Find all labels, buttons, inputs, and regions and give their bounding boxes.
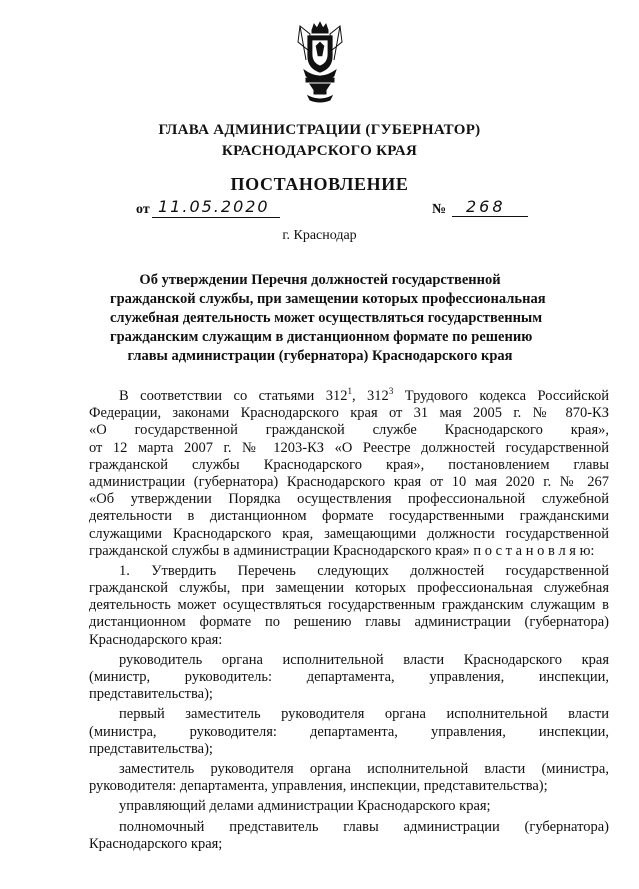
list-item-affairs-manager [89,798,609,815]
coat-of-arms-emblem [296,20,344,104]
number-label: № [432,202,447,217]
body-line: полномочный представитель главы администрации (губернатора) [119,818,609,835]
body-line: Федерации, законами Краснодарского края от 31 мая 2005 г. № 870-КЗ [89,405,609,422]
document-date: 11.05.2020 [152,197,280,218]
body-line: гражданской службы, при замещении которых профессиональная служебная [89,580,609,597]
body-line: гражданской службы в администрации Краснодарского края» п о с т а н о в л я ю: [89,542,595,559]
body-line: деятельности в дистанционном формате государственными гражданскими [89,508,609,525]
body-line: (министра, руководителя: департамента, управления, инспекции, [89,723,609,740]
body-line: администрации (губернатора) Краснодарского края от 10 мая 2020 г. № 267 [89,473,609,490]
body-line: «О государственной гражданской службе Краснодарского края», [89,422,609,439]
list-item-head [89,652,609,704]
authority-title-line2: КРАСНОДАРСКОГО КРАЯ [221,143,418,159]
document-title [110,271,546,366]
document-type: ПОСТАНОВЛЕНИЕ [230,174,409,194]
authority-title-line1: ГЛАВА АДМИНИСТРАЦИИ (ГУБЕРНАТОР) [158,122,481,138]
body-line: заместитель руководителя органа исполнительной власти (министра, [119,760,609,777]
title-line: гражданской службы, при замещении которых профессиональная [110,291,546,307]
body-line: от 12 марта 2007 г. № 1203-КЗ «О Реестре должностей государственной [89,439,609,456]
body-line: «Об утверждении Порядка осуществления профессиональной служебной [89,491,609,508]
paragraph-item-1 [89,563,609,649]
body-line: управляющий делами администрации Краснодарского края; [119,798,491,815]
body-line: руководитель органа исполнительной власти Краснодарского края [119,651,609,668]
body-line: первый заместитель руководителя органа исполнительной власти [119,706,609,723]
body-line: представительства); [89,740,213,757]
paragraph-preamble [89,388,609,560]
body-line: Краснодарского края; [89,835,223,852]
title-line: служебная деятельность может осуществляться государственным [110,310,543,326]
list-item-deputy [89,761,609,795]
list-item-plenipotentiary [89,819,609,853]
body-line: руководителя: департамента, управления, инспекции, представительства); [89,778,548,795]
body-line: представительства); [89,686,213,703]
title-line: Об утверждении Перечня должностей государственной [139,272,501,288]
body-line: Краснодарского края: [89,631,223,648]
body-line: В соответствии со статьями $312^1$, $312^3$ Трудового кодекса Российской [119,386,610,404]
title-line: гражданским служащим в дистанционном формате по решению [110,329,533,345]
city-name: г. Краснодар [282,228,357,243]
body-line: деятельность может осуществляться государственным гражданским служащим в [89,597,609,614]
body-line: служащими Краснодарского края, замещающими должности государственной [89,525,609,542]
document-number: 268 [452,197,528,217]
title-line: главы администрации (губернатора) Краснодарского края [127,348,513,364]
body-line: дистанционном формате по решению главы администрации (губернатора) [89,614,609,631]
body-line: 1. Утвердить Перечень следующих должностей государственной [119,562,609,579]
date-label: от [136,202,150,217]
body-line: (министр, руководитель: департамента, управления, инспекции, [89,669,609,685]
body-line: гражданской службы Краснодарского края», постановлением главы [89,456,609,473]
list-item-first-deputy [89,706,609,758]
document-body [89,388,609,853]
